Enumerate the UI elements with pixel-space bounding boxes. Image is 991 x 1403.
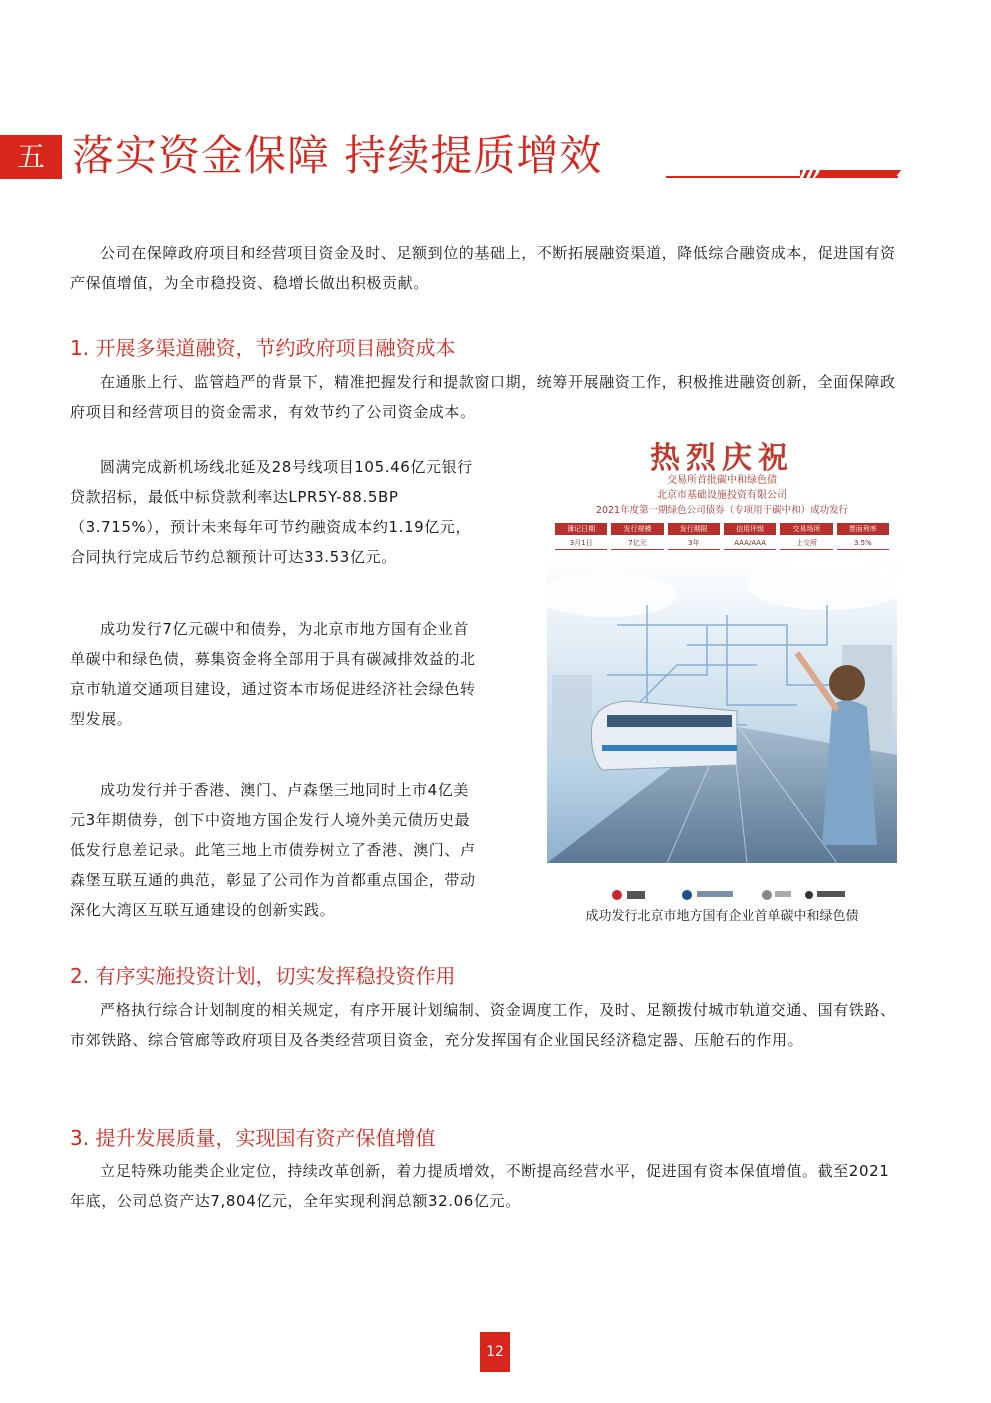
section-number-badge: 五 bbox=[0, 135, 62, 179]
s3-heading: 3. 提升发展质量，实现国有资产保值增值 bbox=[70, 1126, 436, 1150]
poster-table bbox=[555, 523, 889, 550]
s1-paragraph-loan: 圆满完成新机场线北延及28号线项目105.46亿元银行贷款招标，最低中标贷款利率达LPR5Y-88.5BP（3.715%），预计未来每年可节约融资成本约1.19亿元，合同执行完成后节约总额预计可达33.53亿元。 bbox=[70, 458, 473, 566]
poster-td: 3年 bbox=[668, 538, 720, 550]
s3-body: 立足特殊功能类企业定位，持续改革创新，着力提质增效，不断提高经营水平，促进国有资本保值增值。截至2021年底，公司总资产达7,804亿元，全年实现利润总额32.06亿元。 bbox=[70, 1162, 890, 1210]
poster-line3: 2021年度第一期绿色公司债券（专项用于碳中和）成功发行 bbox=[595, 505, 849, 516]
poster-th: 票面利率 bbox=[837, 523, 889, 535]
poster-line1: 交易所首批碳中和绿色债 bbox=[667, 475, 777, 486]
poster-th: 信用评级 bbox=[724, 523, 776, 535]
section-title: 落实资金保障 持续提质增效 bbox=[72, 131, 603, 180]
poster-td: 3.5% bbox=[837, 538, 889, 550]
bond-poster-image bbox=[547, 425, 897, 913]
poster-th: 交易场所 bbox=[780, 523, 832, 535]
s1-intro: 在通胀上行、监管趋严的背景下，精准把握发行和提款窗口期，统筹开展融资工作，积极推进融资创新，全面保障政府项目和经营项目的资金需求，有效节约了公司资金成本。 bbox=[70, 373, 896, 421]
poster-caption: 成功发行北京市地方国有企业首单碳中和绿色债 bbox=[585, 909, 859, 924]
title-accent-bar bbox=[815, 170, 902, 178]
page-number: 12 bbox=[480, 1332, 510, 1372]
s2-heading: 2. 有序实施投资计划，切实发挥稳投资作用 bbox=[70, 964, 456, 988]
poster-line2: 北京市基础设施投资有限公司 bbox=[657, 490, 787, 501]
s2-body: 严格执行综合计划制度的相关规定，有序开展计划编制、资金调度工作，及时、足额拨付城市轨道交通、国有铁路、市郊铁路、综合管廊等政府项目及各类经营项目资金，充分发挥国有企业国民经济稳定器、压舱石的作用。 bbox=[70, 1001, 896, 1049]
poster-td: 3月1日 bbox=[555, 538, 607, 550]
s1-paragraph-usd-bond: 成功发行并于香港、澳门、卢森堡三地同时上市4亿美元3年期债券，创下中资地方国企发行人境外美元债历史最低发行息差记录。此笔三地上市债券树立了香港、澳门、卢森堡互联互通的典范，彰显了公司作为首都重点国企，带动深化大湾区互联互通建设的创新实践。 bbox=[70, 781, 476, 919]
poster-td: 上交所 bbox=[780, 538, 832, 550]
poster-td: AAA/AAA bbox=[724, 538, 776, 550]
s1-heading: 1. 开展多渠道融资，节约政府项目融资成本 bbox=[70, 336, 456, 360]
poster-headline: 热烈庆祝 bbox=[650, 441, 794, 476]
intro-paragraph: 公司在保障政府项目和经营项目资金及时、足额到位的基础上，不断拓展融资渠道，降低综合融资成本，促进国有资产保值增值，为全市稳投资、稳增长做出积极贡献。 bbox=[70, 244, 896, 292]
poster-th: 发行规模 bbox=[611, 523, 663, 535]
s1-paragraph-bond: 成功发行7亿元碳中和债券，为北京市地方国有企业首单碳中和绿色债，募集资金将全部用于具有碳减排效益的北京市轨道交通项目建设，通过资本市场促进经济社会绿色转型发展。 bbox=[70, 620, 476, 728]
poster-th: 簿记日期 bbox=[555, 523, 607, 535]
poster-th: 发行期限 bbox=[668, 523, 720, 535]
poster-td: 7亿元 bbox=[611, 538, 663, 550]
